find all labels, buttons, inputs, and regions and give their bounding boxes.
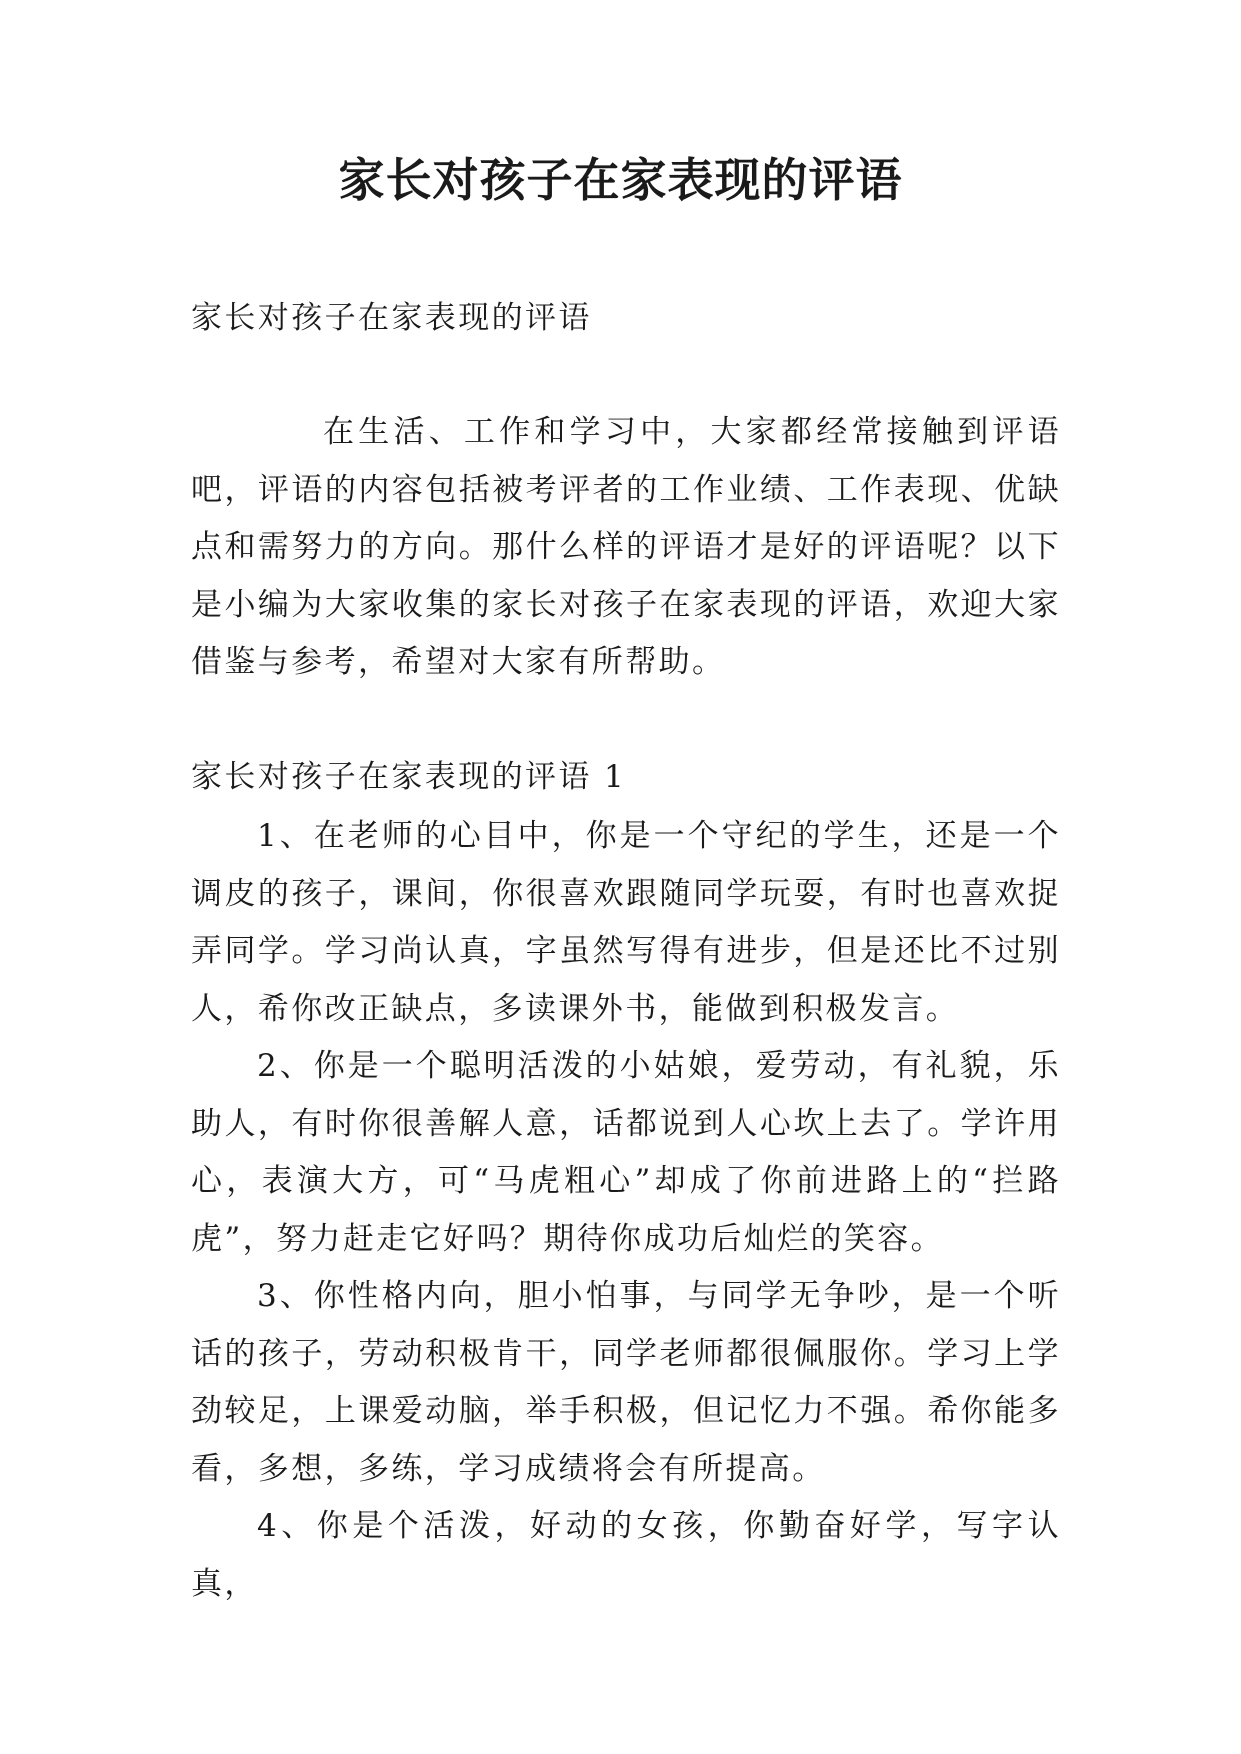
comment-paragraph-3: 3、你性格内向，胆小怕事，与同学无争吵，是一个听话的孩子，劳动积极肯干，同学老师都很佩服你。学习上学劲较足，上课爱动脑，举手积极，但记忆力不强。希你能多看，多想，多练，学习成绩将会有所提高。 — [191, 1278, 1061, 1487]
comment-paragraph-1: 1、在老师的心目中，你是一个守纪的学生，还是一个调皮的孩子，课间，你很喜欢跟随同学玩耍，有时也喜欢捉弄同学。学习尚认真，字虽然写得有进步，但是还比不过别人，希你改正缺点，多读课外书，能做到积极发言。 — [191, 818, 1061, 1027]
intro-paragraph: 在生活、工作和学习中，大家都经常接触到评语吧，评语的内容包括被考评者的工作业绩、工作表现、优缺点和需努力的方向。那什么样的评语才是好的评语呢？以下是小编为大家收集的家长对孩子在家表现的评语，欢迎大家借鉴与参考，希望对大家有所帮助。 — [191, 414, 1061, 680]
comment-paragraph-4: 4、你是个活泼，好动的女孩，你勤奋好学，写字认真， — [191, 1508, 1061, 1602]
section-heading: 家长对孩子在家表现的评语 1 — [191, 759, 627, 795]
document-title: 家长对孩子在家表现的评语 — [338, 153, 903, 207]
document-subtitle: 家长对孩子在家表现的评语 — [191, 300, 592, 336]
comment-paragraph-2: 2、你是一个聪明活泼的小姑娘，爱劳动，有礼貌，乐助人，有时你很善解人意，话都说到人心坎上去了。学许用心，表演大方，可“马虎粗心”却成了你前进路上的“拦路虎”，努力赶走它好吗？期待你成功后灿烂的笑容。 — [191, 1048, 1061, 1257]
